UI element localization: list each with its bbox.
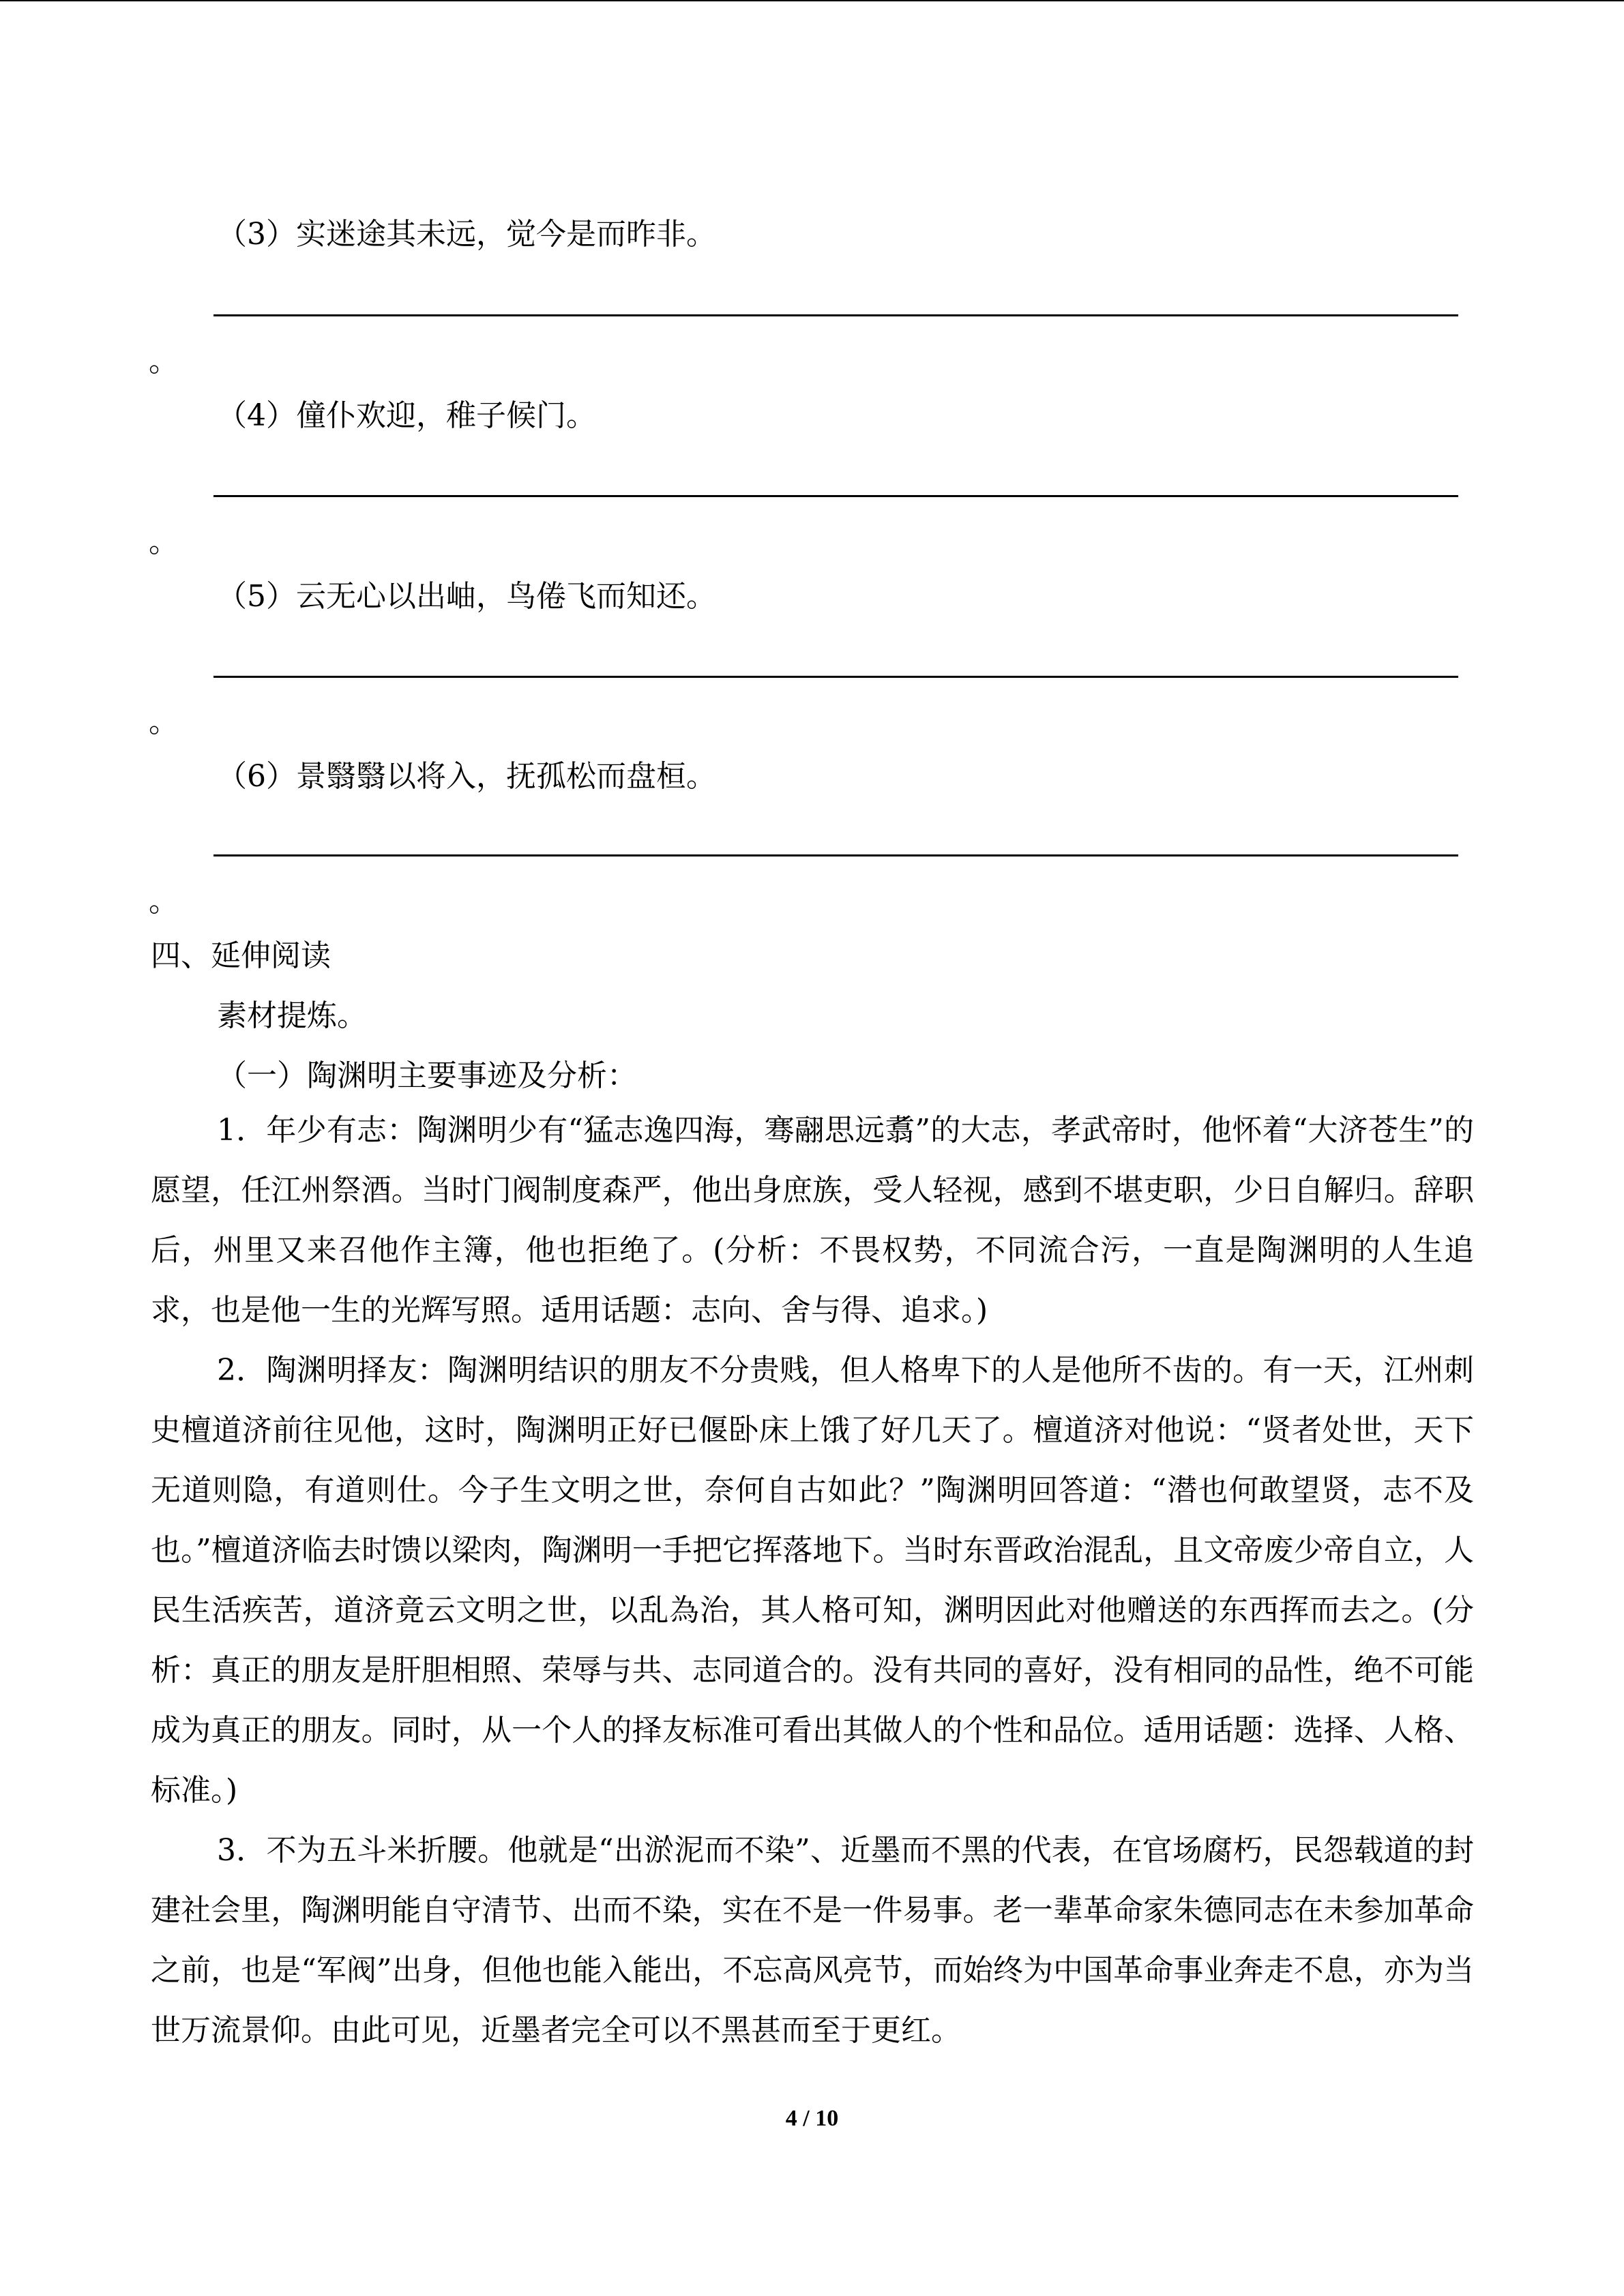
paragraph-3: 3．不为五斗米折腰。他就是“出淤泥而不染”、近墨而不黑的代表，在官场腐朽，民怨载道的封建社会里，陶渊明能自守清节、出而不染，实在不是一件易事。老一辈革命家朱德同志在未参加革命之前，也是“军阀”出身，但他也能入能出，不忘高风亮节，而始终为中国革命事业奔走不息，亦为当世万流景仰。由此可见，近墨者完全可以不黑甚而至于更红。 xyxy=(151,1833,1474,2048)
question-3: （3）实迷途其未远，觉今是而昨非。 xyxy=(217,217,716,252)
section-intro: 素材提炼。 xyxy=(217,998,367,1033)
question-5: （5）云无心以出岫，鸟倦飞而知还。 xyxy=(217,579,716,614)
answer-line-3[interactable] xyxy=(213,314,1458,316)
section-title: 四、延伸阅读 xyxy=(151,938,331,973)
page-number: 4 / 10 xyxy=(785,2106,839,2131)
answer-end-mark-5: 。 xyxy=(149,704,179,739)
answer-end-mark-3: 。 xyxy=(149,344,179,378)
question-6: （6）景翳翳以将入，抚孤松而盘桓。 xyxy=(217,759,716,794)
answer-line-5[interactable] xyxy=(213,676,1458,678)
paragraph-2: 2．陶渊明择友：陶渊明结识的朋友不分贵贱，但人格卑下的人是他所不齿的。有一天，江州刺史檀道济前往见他，这时，陶渊明正好已偃卧床上饿了好几天了。檀道济对他说：“贤者处世，天下无道则隐，有道则仕。今子生文明之世，奈何自古如此？”陶渊明回答道：“潜也何敢望贤，志不及也。”檀道济临去时馈以梁肉，陶渊明一手把它挥落地下。当时东晋政治混乱，且文帝废少帝自立，人民生活疾苦，道济竟云文明之世，以乱為治，其人格可知，渊明因此对他赠送的东西挥而去之。(分析：真正的朋友是肝胆相照、荣辱与共、志同道合的。没有共同的喜好，没有相同的品性，绝不可能成为真正的朋友。同时，从一个人的择友标准可看出其做人的个性和品位。适用话题：选择、人格、标准。) xyxy=(151,1353,1474,1808)
answer-line-4[interactable] xyxy=(213,495,1458,497)
section-subtitle: （一）陶渊明主要事迹及分析： xyxy=(217,1058,637,1093)
answer-end-mark-6: 。 xyxy=(149,884,179,919)
page-top-border xyxy=(0,0,1624,1)
question-4: （4）僮仆欢迎，稚子候门。 xyxy=(217,398,596,433)
paragraph-1: 1．年少有志：陶渊明少有“猛志逸四海，骞翮思远翥”的大志，孝武帝时，他怀着“大济苍生”的愿望，任江州祭酒。当时门阀制度森严，他出身庶族，受人轻视，感到不堪吏职，少日自解归。辞职后，州里又来召他作主簿，他也拒绝了。(分析：不畏权势，不同流合污，一直是陶渊明的人生追求，也是他一生的光辉写照。适用话题：志向、舍与得、追求。) xyxy=(151,1113,1474,1328)
answer-end-mark-4: 。 xyxy=(149,524,179,559)
answer-line-6[interactable] xyxy=(213,854,1458,856)
